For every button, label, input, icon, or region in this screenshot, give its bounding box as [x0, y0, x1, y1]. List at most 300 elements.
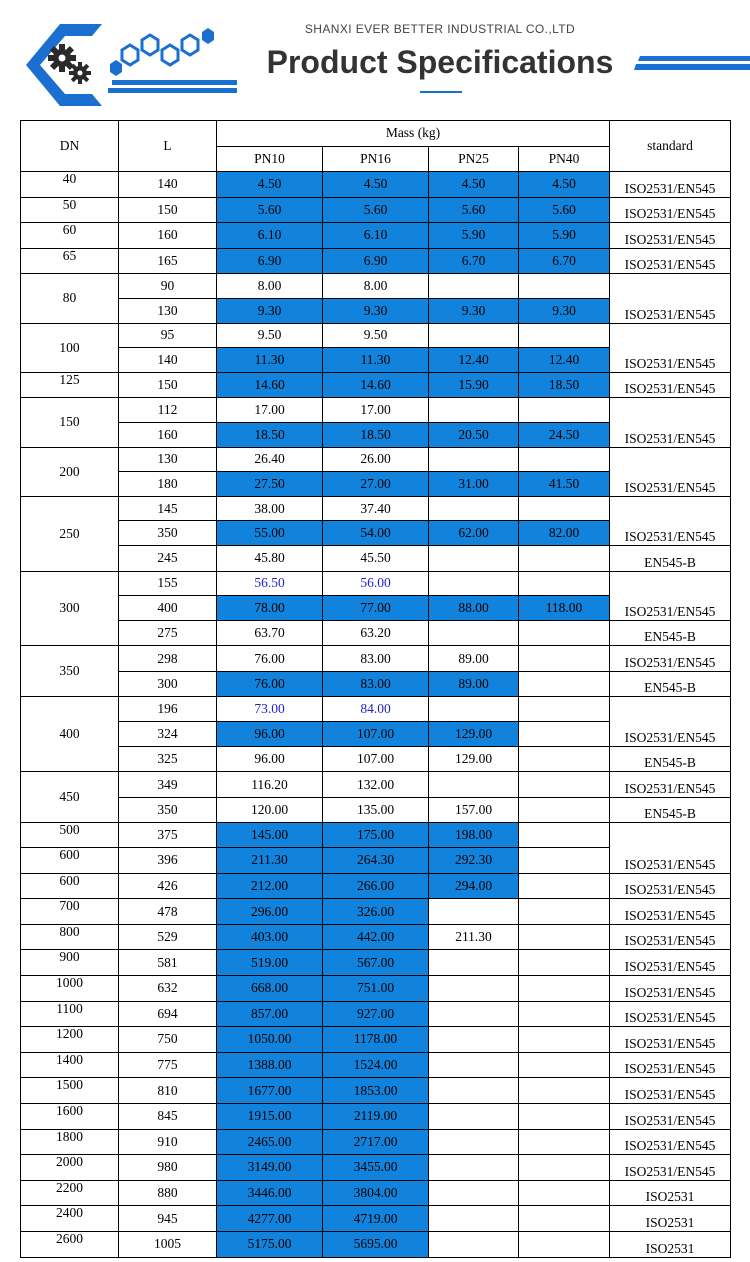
standard-cell: ISO2531/EN545 [610, 197, 731, 223]
dn-cell: 40 [21, 172, 119, 198]
pn40-cell [519, 1103, 610, 1129]
l-cell: 694 [119, 1001, 217, 1027]
standard-cell: ISO2531/EN545 [610, 1052, 731, 1078]
l-cell: 245 [119, 545, 217, 571]
pn10-cell: 55.00 [217, 521, 323, 546]
pn25-cell: 129.00 [429, 746, 519, 772]
pn40-cell [519, 1180, 610, 1206]
pn40-cell: 82.00 [519, 521, 610, 546]
pn16-cell: 927.00 [323, 1001, 429, 1027]
pn40-cell [519, 1129, 610, 1155]
pn10-cell: 3446.00 [217, 1180, 323, 1206]
pn40-cell: 41.50 [519, 472, 610, 497]
dn-cell: 600 [21, 848, 119, 874]
pn16-cell: 4719.00 [323, 1206, 429, 1232]
pn16-cell: 4.50 [323, 172, 429, 198]
header-dn: DN [21, 121, 119, 172]
pn16-cell: 6.10 [323, 223, 429, 249]
pn10-cell: 4.50 [217, 172, 323, 198]
pn40-cell: 24.50 [519, 422, 610, 447]
pn10-cell: 1915.00 [217, 1103, 323, 1129]
pn16-cell: 1853.00 [323, 1078, 429, 1104]
pn40-cell: 118.00 [519, 596, 610, 621]
pn25-cell [429, 274, 519, 299]
pn25-cell: 157.00 [429, 797, 519, 823]
table-row [21, 646, 731, 672]
pn25-cell [429, 899, 519, 925]
dn-cell: 2200 [21, 1180, 119, 1206]
decorative-stripes [634, 56, 750, 76]
pn16-cell: 175.00 [323, 823, 429, 848]
l-cell: 324 [119, 722, 217, 747]
pn25-cell: 12.40 [429, 348, 519, 373]
pn10-cell: 6.90 [217, 248, 323, 274]
l-cell: 325 [119, 746, 217, 772]
l-cell: 196 [119, 697, 217, 722]
pn25-cell: 198.00 [429, 823, 519, 848]
standard-cell: ISO2531/EN545 [610, 772, 731, 798]
table-row [21, 1206, 731, 1232]
pn10-cell: 63.70 [217, 620, 323, 646]
pn16-cell: 2119.00 [323, 1103, 429, 1129]
pn10-cell: 18.50 [217, 422, 323, 447]
pn10-cell: 668.00 [217, 976, 323, 1002]
table-row [21, 1052, 731, 1078]
l-cell: 1005 [119, 1231, 217, 1257]
standard-cell: ISO2531/EN545 [610, 924, 731, 950]
pn10-cell: 76.00 [217, 646, 323, 672]
dn-cell: 1000 [21, 976, 119, 1002]
pn25-cell: 5.90 [429, 223, 519, 249]
pn16-cell: 77.00 [323, 596, 429, 621]
table-row [21, 976, 731, 1002]
l-cell: 350 [119, 797, 217, 823]
dn-cell: 1800 [21, 1129, 119, 1155]
header-standard: standard [610, 121, 731, 172]
pn16-cell: 107.00 [323, 746, 429, 772]
dn-cell: 600 [21, 873, 119, 899]
pn16-cell: 83.00 [323, 671, 429, 697]
dn-cell: 1100 [21, 1001, 119, 1027]
standard-cell: ISO2531 [610, 1180, 731, 1206]
pn25-cell: 89.00 [429, 671, 519, 697]
standard-cell: ISO2531 [610, 1206, 731, 1232]
pn40-cell [519, 646, 610, 672]
dn-cell: 65 [21, 248, 119, 274]
pn10-cell: 296.00 [217, 899, 323, 925]
pn40-cell [519, 620, 610, 646]
pn10-cell: 145.00 [217, 823, 323, 848]
header-mass: Mass (kg) [217, 121, 610, 147]
l-cell: 426 [119, 873, 217, 899]
title-underline [420, 91, 462, 93]
pn40-cell: 4.50 [519, 172, 610, 198]
pn25-cell: 31.00 [429, 472, 519, 497]
l-cell: 298 [119, 646, 217, 672]
pn10-cell: 2465.00 [217, 1129, 323, 1155]
pn16-cell: 6.90 [323, 248, 429, 274]
dn-cell: 125 [21, 372, 119, 398]
l-cell: 160 [119, 422, 217, 447]
standard-cell: ISO2531/EN545 [610, 976, 731, 1002]
pn10-cell: 519.00 [217, 950, 323, 976]
table-row [21, 571, 731, 596]
l-cell: 112 [119, 398, 217, 423]
l-cell: 95 [119, 323, 217, 348]
pn40-cell [519, 447, 610, 472]
table-row [21, 797, 731, 823]
pn10-cell: 96.00 [217, 722, 323, 747]
pn25-cell: 211.30 [429, 924, 519, 950]
company-name: SHANXI EVER BETTER INDUSTRIAL CO.,LTD [304, 22, 576, 36]
dn-cell: 60 [21, 223, 119, 249]
pn10-cell: 8.00 [217, 274, 323, 299]
pn25-cell [429, 1103, 519, 1129]
standard-cell: ISO2531/EN545 [610, 398, 731, 447]
pn10-cell: 45.80 [217, 545, 323, 571]
standard-cell: ISO2531/EN545 [610, 571, 731, 620]
pn16-cell: 63.20 [323, 620, 429, 646]
pn16-cell: 45.50 [323, 545, 429, 571]
standard-cell: EN545-B [610, 545, 731, 571]
pn40-cell [519, 398, 610, 423]
standard-cell: ISO2531/EN545 [610, 1129, 731, 1155]
standard-cell: ISO2531 [610, 1231, 731, 1257]
pn40-cell: 18.50 [519, 372, 610, 398]
table-row [21, 924, 731, 950]
l-cell: 90 [119, 274, 217, 299]
table-row [21, 671, 731, 697]
header-pn25: PN25 [429, 146, 519, 172]
pn25-cell [429, 1129, 519, 1155]
l-cell: 155 [119, 571, 217, 596]
pn10-cell: 3149.00 [217, 1155, 323, 1181]
l-cell: 130 [119, 298, 217, 323]
pn10-cell: 1388.00 [217, 1052, 323, 1078]
pn16-cell: 9.50 [323, 323, 429, 348]
l-cell: 750 [119, 1027, 217, 1053]
pn25-cell [429, 398, 519, 423]
pn10-cell: 11.30 [217, 348, 323, 373]
standard-cell: ISO2531/EN545 [610, 899, 731, 925]
pn10-cell: 120.00 [217, 797, 323, 823]
pn10-cell: 17.00 [217, 398, 323, 423]
l-cell: 880 [119, 1180, 217, 1206]
pn16-cell: 56.00 [323, 571, 429, 596]
gear-hexagon-logo-icon [22, 20, 237, 110]
l-cell: 845 [119, 1103, 217, 1129]
pn40-cell [519, 1001, 610, 1027]
pn40-cell [519, 1231, 610, 1257]
pn25-cell [429, 1027, 519, 1053]
pn16-cell: 135.00 [323, 797, 429, 823]
table-row [21, 823, 731, 848]
pn16-cell: 266.00 [323, 873, 429, 899]
pn40-cell [519, 1078, 610, 1104]
pn40-cell [519, 848, 610, 874]
standard-cell: ISO2531/EN545 [610, 1103, 731, 1129]
pn10-cell: 5175.00 [217, 1231, 323, 1257]
pn25-cell: 88.00 [429, 596, 519, 621]
l-cell: 150 [119, 372, 217, 398]
pn10-cell: 1050.00 [217, 1027, 323, 1053]
pn10-cell: 56.50 [217, 571, 323, 596]
pn10-cell: 73.00 [217, 697, 323, 722]
dn-cell: 2600 [21, 1231, 119, 1257]
header-pn10: PN10 [217, 146, 323, 172]
pn10-cell: 116.20 [217, 772, 323, 798]
pn16-cell: 1178.00 [323, 1027, 429, 1053]
pn40-cell: 6.70 [519, 248, 610, 274]
dn-cell: 400 [21, 697, 119, 772]
pn10-cell: 212.00 [217, 873, 323, 899]
pn25-cell [429, 1052, 519, 1078]
pn40-cell [519, 697, 610, 722]
l-cell: 910 [119, 1129, 217, 1155]
pn25-cell [429, 447, 519, 472]
standard-cell: EN545-B [610, 620, 731, 646]
table-row [21, 950, 731, 976]
pn10-cell: 9.30 [217, 298, 323, 323]
pn10-cell: 96.00 [217, 746, 323, 772]
pn25-cell: 129.00 [429, 722, 519, 747]
standard-cell: ISO2531/EN545 [610, 496, 731, 545]
table-row [21, 223, 731, 249]
pn10-cell: 14.60 [217, 372, 323, 398]
table-row [21, 899, 731, 925]
l-cell: 400 [119, 596, 217, 621]
table-row [21, 248, 731, 274]
pn16-cell: 107.00 [323, 722, 429, 747]
standard-cell: ISO2531/EN545 [610, 697, 731, 746]
table-row [21, 1155, 731, 1181]
pn40-cell [519, 823, 610, 848]
standard-cell: ISO2531/EN545 [610, 223, 731, 249]
pn40-cell [519, 873, 610, 899]
standard-cell: ISO2531/EN545 [610, 274, 731, 323]
pn40-cell: 5.90 [519, 223, 610, 249]
table-body [21, 172, 731, 1258]
l-cell: 275 [119, 620, 217, 646]
page-header [0, 0, 750, 118]
pn25-cell [429, 950, 519, 976]
l-cell: 775 [119, 1052, 217, 1078]
table-row [21, 873, 731, 899]
pn40-cell [519, 950, 610, 976]
pn10-cell: 857.00 [217, 1001, 323, 1027]
table-row [21, 197, 731, 223]
table-row [21, 447, 731, 472]
standard-cell: EN545-B [610, 797, 731, 823]
l-cell: 810 [119, 1078, 217, 1104]
pn16-cell: 5695.00 [323, 1231, 429, 1257]
l-cell: 396 [119, 848, 217, 874]
pn25-cell [429, 1155, 519, 1181]
table-row [21, 274, 731, 299]
pn25-cell: 89.00 [429, 646, 519, 672]
table-row [21, 697, 731, 722]
l-cell: 980 [119, 1155, 217, 1181]
pn25-cell [429, 772, 519, 798]
pn16-cell: 2717.00 [323, 1129, 429, 1155]
pn16-cell: 17.00 [323, 398, 429, 423]
pn16-cell: 567.00 [323, 950, 429, 976]
pn25-cell: 15.90 [429, 372, 519, 398]
pn25-cell [429, 1206, 519, 1232]
table-row [21, 1180, 731, 1206]
pn10-cell: 76.00 [217, 671, 323, 697]
pn16-cell: 84.00 [323, 697, 429, 722]
table-row [21, 496, 731, 521]
standard-cell: ISO2531/EN545 [610, 372, 731, 398]
pn16-cell: 5.60 [323, 197, 429, 223]
pn16-cell: 8.00 [323, 274, 429, 299]
l-cell: 349 [119, 772, 217, 798]
dn-cell: 900 [21, 950, 119, 976]
table-row [21, 1231, 731, 1257]
l-cell: 140 [119, 348, 217, 373]
dn-cell: 450 [21, 772, 119, 823]
pn40-cell [519, 746, 610, 772]
pn16-cell: 54.00 [323, 521, 429, 546]
specifications-table [20, 120, 731, 1258]
pn25-cell: 5.60 [429, 197, 519, 223]
header-pn16: PN16 [323, 146, 429, 172]
l-cell: 145 [119, 496, 217, 521]
dn-cell: 50 [21, 197, 119, 223]
pn16-cell: 11.30 [323, 348, 429, 373]
table-row [21, 1129, 731, 1155]
pn40-cell [519, 545, 610, 571]
pn25-cell [429, 545, 519, 571]
pn40-cell: 12.40 [519, 348, 610, 373]
pn40-cell [519, 323, 610, 348]
dn-cell: 100 [21, 323, 119, 372]
dn-cell: 800 [21, 924, 119, 950]
l-cell: 529 [119, 924, 217, 950]
pn25-cell [429, 1001, 519, 1027]
pn10-cell: 403.00 [217, 924, 323, 950]
pn16-cell: 37.40 [323, 496, 429, 521]
pn25-cell: 62.00 [429, 521, 519, 546]
pn10-cell: 6.10 [217, 223, 323, 249]
pn25-cell: 6.70 [429, 248, 519, 274]
table-row [21, 772, 731, 798]
pn25-cell [429, 496, 519, 521]
dn-cell: 150 [21, 398, 119, 447]
pn40-cell [519, 1155, 610, 1181]
pn40-cell [519, 274, 610, 299]
pn40-cell [519, 1027, 610, 1053]
dn-cell: 300 [21, 571, 119, 646]
dn-cell: 1500 [21, 1078, 119, 1104]
pn16-cell: 26.00 [323, 447, 429, 472]
standard-cell: ISO2531/EN545 [610, 823, 731, 873]
pn40-cell [519, 772, 610, 798]
l-cell: 140 [119, 172, 217, 198]
table-row [21, 323, 731, 348]
pn40-cell [519, 899, 610, 925]
standard-cell: ISO2531/EN545 [610, 873, 731, 899]
pn40-cell: 5.60 [519, 197, 610, 223]
standard-cell: ISO2531/EN545 [610, 1001, 731, 1027]
standard-cell: ISO2531/EN545 [610, 1155, 731, 1181]
pn10-cell: 211.30 [217, 848, 323, 874]
l-cell: 632 [119, 976, 217, 1002]
table-row [21, 398, 731, 423]
pn25-cell [429, 1231, 519, 1257]
pn16-cell: 3804.00 [323, 1180, 429, 1206]
dn-cell: 200 [21, 447, 119, 496]
standard-cell: ISO2531/EN545 [610, 646, 731, 672]
pn25-cell [429, 976, 519, 1002]
pn25-cell: 9.30 [429, 298, 519, 323]
pn16-cell: 9.30 [323, 298, 429, 323]
dn-cell: 2400 [21, 1206, 119, 1232]
header-pn40: PN40 [519, 146, 610, 172]
pn40-cell [519, 722, 610, 747]
table-row [21, 1078, 731, 1104]
l-cell: 150 [119, 197, 217, 223]
table-row [21, 172, 731, 198]
pn40-cell [519, 1206, 610, 1232]
pn25-cell: 292.30 [429, 848, 519, 874]
standard-cell: ISO2531/EN545 [610, 1027, 731, 1053]
dn-cell: 1600 [21, 1103, 119, 1129]
l-cell: 130 [119, 447, 217, 472]
standard-cell: EN545-B [610, 671, 731, 697]
l-cell: 478 [119, 899, 217, 925]
pn10-cell: 78.00 [217, 596, 323, 621]
standard-cell: ISO2531/EN545 [610, 447, 731, 496]
pn16-cell: 14.60 [323, 372, 429, 398]
l-cell: 945 [119, 1206, 217, 1232]
header-l: L [119, 121, 217, 172]
pn10-cell: 9.50 [217, 323, 323, 348]
pn25-cell [429, 620, 519, 646]
standard-cell: ISO2531/EN545 [610, 248, 731, 274]
standard-cell: ISO2531/EN545 [610, 1078, 731, 1104]
table-row [21, 746, 731, 772]
l-cell: 581 [119, 950, 217, 976]
table-row [21, 620, 731, 646]
table-row [21, 545, 731, 571]
pn10-cell: 5.60 [217, 197, 323, 223]
standard-cell: ISO2531/EN545 [610, 323, 731, 372]
pn10-cell: 27.50 [217, 472, 323, 497]
table-row [21, 372, 731, 398]
pn10-cell: 26.40 [217, 447, 323, 472]
pn40-cell [519, 496, 610, 521]
dn-cell: 80 [21, 274, 119, 323]
pn10-cell: 4277.00 [217, 1206, 323, 1232]
pn16-cell: 132.00 [323, 772, 429, 798]
standard-cell: ISO2531/EN545 [610, 950, 731, 976]
pn25-cell [429, 697, 519, 722]
dn-cell: 350 [21, 646, 119, 697]
dn-cell: 1400 [21, 1052, 119, 1078]
pn16-cell: 751.00 [323, 976, 429, 1002]
table-row [21, 1001, 731, 1027]
pn10-cell: 1677.00 [217, 1078, 323, 1104]
pn40-cell [519, 671, 610, 697]
pn25-cell: 20.50 [429, 422, 519, 447]
table-row [21, 1103, 731, 1129]
pn40-cell [519, 976, 610, 1002]
l-cell: 300 [119, 671, 217, 697]
pn10-cell: 38.00 [217, 496, 323, 521]
dn-cell: 2000 [21, 1155, 119, 1181]
